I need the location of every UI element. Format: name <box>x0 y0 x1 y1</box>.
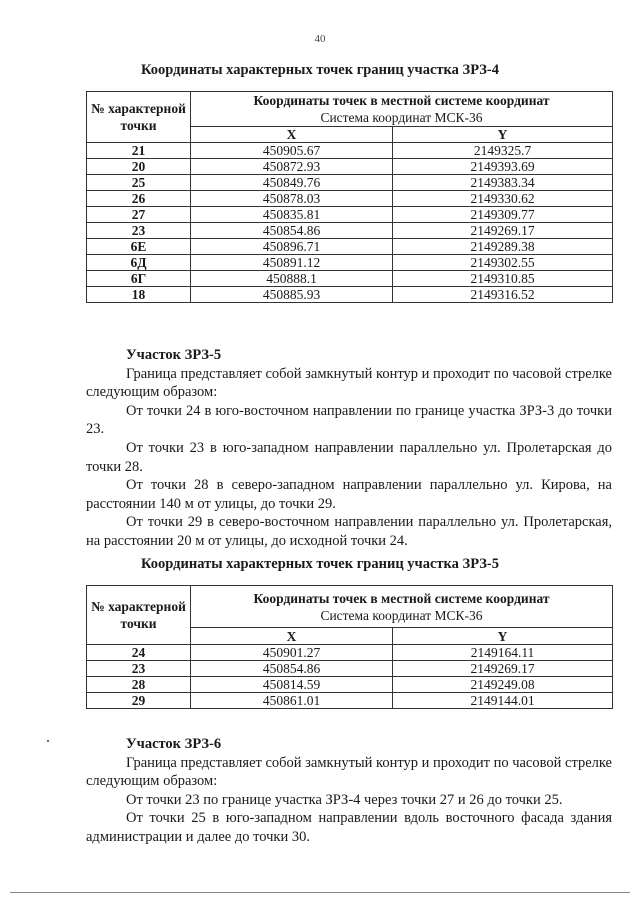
page-number: 40 <box>314 33 326 45</box>
table-row <box>87 223 613 239</box>
x-cell: 450861.01 <box>191 693 393 709</box>
page-bottom-rule <box>10 892 630 893</box>
table1-header-y: Y <box>393 127 613 143</box>
section-zrz5-paragraph: От точки 23 в юго-западном направлении параллельно ул. Пролетарская до точки 28. <box>86 439 612 475</box>
table-row <box>87 645 613 661</box>
y-cell: 2149269.17 <box>393 661 613 677</box>
x-cell: 450854.86 <box>191 661 393 677</box>
point-cell: 21 <box>87 143 191 159</box>
x-cell: 450849.76 <box>191 175 393 191</box>
table1-coordinates <box>86 91 613 303</box>
y-cell: 2149309.77 <box>393 207 613 223</box>
table-row <box>87 191 613 207</box>
point-cell: 27 <box>87 207 191 223</box>
table-row <box>87 677 613 693</box>
x-cell: 450872.93 <box>191 159 393 175</box>
table2-header-coords <box>191 586 613 628</box>
table-row <box>87 255 613 271</box>
y-cell: 2149302.55 <box>393 255 613 271</box>
table1-header-coords <box>191 92 613 127</box>
y-cell: 2149144.01 <box>393 693 613 709</box>
x-cell: 450901.27 <box>191 645 393 661</box>
table-row <box>87 143 613 159</box>
y-cell: 2149325.7 <box>393 143 613 159</box>
table-row <box>87 661 613 677</box>
section-zrz5-paragraph: От точки 24 в юго-восточном направлении по границе участка ЗРЗ-3 до точки 23. <box>86 402 612 438</box>
table1-header-x: X <box>191 127 393 143</box>
x-cell: 450878.03 <box>191 191 393 207</box>
y-cell: 2149383.34 <box>393 175 613 191</box>
point-cell: 23 <box>87 661 191 677</box>
table-row <box>87 693 613 709</box>
section-zrz5-paragraph: Граница представляет собой замкнутый контур и проходит по часовой стрелке следующим образом: <box>86 365 612 401</box>
point-cell: 6Г <box>87 271 191 287</box>
y-cell: 2149330.62 <box>393 191 613 207</box>
x-cell: 450888.1 <box>191 271 393 287</box>
x-cell: 450896.71 <box>191 239 393 255</box>
y-cell: 2149289.38 <box>393 239 613 255</box>
table-row <box>87 175 613 191</box>
point-cell: 18 <box>87 287 191 303</box>
x-cell: 450814.59 <box>191 677 393 693</box>
point-cell: 26 <box>87 191 191 207</box>
point-cell: 29 <box>87 693 191 709</box>
point-cell: 28 <box>87 677 191 693</box>
y-cell: 2149316.52 <box>393 287 613 303</box>
y-cell: 2149310.85 <box>393 271 613 287</box>
table2-header-point: № характерной точки <box>87 586 191 645</box>
table-row <box>87 207 613 223</box>
table-row <box>87 287 613 303</box>
point-cell: 20 <box>87 159 191 175</box>
point-cell: 23 <box>87 223 191 239</box>
table1-title: Координаты характерных точек границ участка ЗРЗ-4 <box>141 62 499 78</box>
x-cell: 450835.81 <box>191 207 393 223</box>
table2-header-y: Y <box>393 628 613 645</box>
x-cell: 450854.86 <box>191 223 393 239</box>
section-zrz5 <box>86 346 612 551</box>
point-cell: 6Е <box>87 239 191 255</box>
section-zrz6-heading: Участок ЗРЗ-6 <box>126 736 222 752</box>
section-zrz6 <box>86 735 612 847</box>
x-cell: 450891.12 <box>191 255 393 271</box>
section-zrz5-heading: Участок ЗРЗ-5 <box>126 347 222 363</box>
table2-header-coords-title: Координаты точек в местной системе координат <box>253 590 550 606</box>
y-cell: 2149249.08 <box>393 677 613 693</box>
x-cell: 450885.93 <box>191 287 393 303</box>
x-cell: 450905.67 <box>191 143 393 159</box>
table-row <box>87 239 613 255</box>
table2-header-coords-system: Система координат МСК-36 <box>320 607 483 623</box>
section-zrz6-paragraph: От точки 23 по границе участка ЗРЗ-4 через точки 27 и 26 до точки 25. <box>126 791 563 808</box>
table-row <box>87 159 613 175</box>
y-cell: 2149269.17 <box>393 223 613 239</box>
table1-header-point: № характерной точки <box>87 92 191 143</box>
section-zrz6-paragraph: Граница представляет собой замкнутый контур и проходит по часовой стрелке следующим образом: <box>86 754 612 790</box>
table1-header-coords-title: Координаты точек в местной системе координат <box>253 93 550 108</box>
y-cell: 2149393.69 <box>393 159 613 175</box>
table-row <box>87 271 613 287</box>
point-cell: 25 <box>87 175 191 191</box>
table1-header-coords-system: Система координат МСК-36 <box>320 110 483 125</box>
scan-dot <box>47 740 49 742</box>
section-zrz5-paragraph: От точки 28 в северо-западном направлении параллельно ул. Кирова, на расстоянии 140 м от улицы, до точки 29. <box>86 477 612 512</box>
y-cell: 2149164.11 <box>393 645 613 661</box>
point-cell: 6Д <box>87 255 191 271</box>
section-zrz6-paragraph: От точки 25 в юго-западном направлении вдоль восточного фасада здания администрации и далее до точки 30. <box>86 810 612 845</box>
section-zrz5-paragraph: От точки 29 в северо-восточном направлении параллельно ул. Пролетарская, на расстоянии 20 м от улицы, до исходной точки 24. <box>86 514 612 549</box>
point-cell: 24 <box>87 645 191 661</box>
table2-header-x: X <box>191 628 393 645</box>
table2-title: Координаты характерных точек границ участка ЗРЗ-5 <box>141 556 499 572</box>
table2-coordinates <box>86 585 613 709</box>
